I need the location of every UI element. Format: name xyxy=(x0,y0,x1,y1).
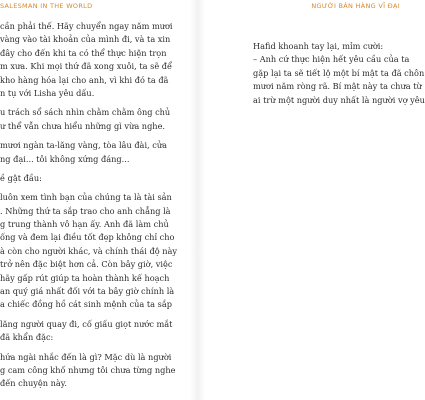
text-line: mươi năm ròng rã. Bí mật này ta chưa từ xyxy=(253,81,422,92)
text-line: gặp lại ta sẽ tiết lộ một bí mật ta đã chôn xyxy=(253,67,425,78)
text-line: à còn cho người khác, và chính thái độ này xyxy=(0,245,178,256)
right-page xyxy=(205,0,425,400)
left-page xyxy=(0,0,190,400)
text-line: a chiếc đồng hồ cát sinh mệnh của ta sắp xyxy=(0,299,172,310)
text-line: ề gật đầu: xyxy=(0,172,42,183)
text-line: kho hàng hóa lại cho anh, vì khi đó ta đã xyxy=(0,74,169,85)
text-line: Hafid khoanh tay lại, mỉm cười: xyxy=(253,41,384,51)
text-line: g cam công khố nhưng tôi chưa từng nghe xyxy=(0,364,176,375)
text-line: – Anh cứ thực hiện hết yêu cầu của ta xyxy=(253,54,410,65)
text-line: vàng vào tài khoản của mình đi, và ta xin xyxy=(0,34,171,45)
text-line: cần phải thế. Hãy chuyển ngay năm mươi xyxy=(0,21,173,31)
text-line: lăng người quay đi, cố giấu giọt nước mắt xyxy=(0,318,173,329)
text-line: hứa ngài nhắc đến là gì? Mặc dù là người xyxy=(0,351,172,362)
left-running-head: SALESMAN IN THE WORLD xyxy=(0,2,93,10)
text-line: ư thể vẫn chưa hiểu những gì vừa nghe. xyxy=(0,120,166,131)
book-gutter xyxy=(190,0,205,400)
text-line: hãy gấp rút giúp ta hoàn thành kế hoạch xyxy=(0,272,170,283)
text-line: đây cho đến khi ta có thể thực hiện trọn xyxy=(0,47,167,58)
text-line: đến chuyện này. xyxy=(0,378,67,389)
text-line: n tụ với Lisha yêu dấu. xyxy=(0,87,95,98)
text-line: g trung thành vô hạn ấy. Anh đã làm chủ xyxy=(0,219,169,230)
text-line: mươi ngàn ta-lăng vàng, tòa lâu đài, cửa xyxy=(0,140,168,151)
right-body-text xyxy=(253,40,425,107)
text-line: an quý giá nhất đối với ta bây giờ chính là xyxy=(0,286,175,297)
text-line: ng đại... tôi không xứng đáng... xyxy=(0,153,130,164)
text-line: m xưa. Khi mọi thứ đã xong xuôi, ta sẽ để xyxy=(0,61,173,72)
text-line: luôn xem tình bạn của chúng ta là tài sản xyxy=(0,192,172,203)
text-line: trở nên đặc biệt hơn cả. Còn bây giờ, việc xyxy=(0,259,173,270)
text-line: . Những thứ ta sắp trao cho anh chẳng là xyxy=(0,205,171,216)
text-line: đã khẩn đặc: xyxy=(0,332,54,343)
text-line: ống và đem lại điều tốt đẹp không chỉ cho xyxy=(0,232,175,243)
text-line: u trách sổ sách nhìn chằm chằm ông chủ xyxy=(0,107,171,118)
right-running-head: NGƯỜI BÁN HÀNG VĨ ĐẠI xyxy=(311,2,400,10)
text-line: ai trừ một người duy nhất là người vợ yêu xyxy=(253,94,425,105)
left-body-text xyxy=(0,20,187,391)
